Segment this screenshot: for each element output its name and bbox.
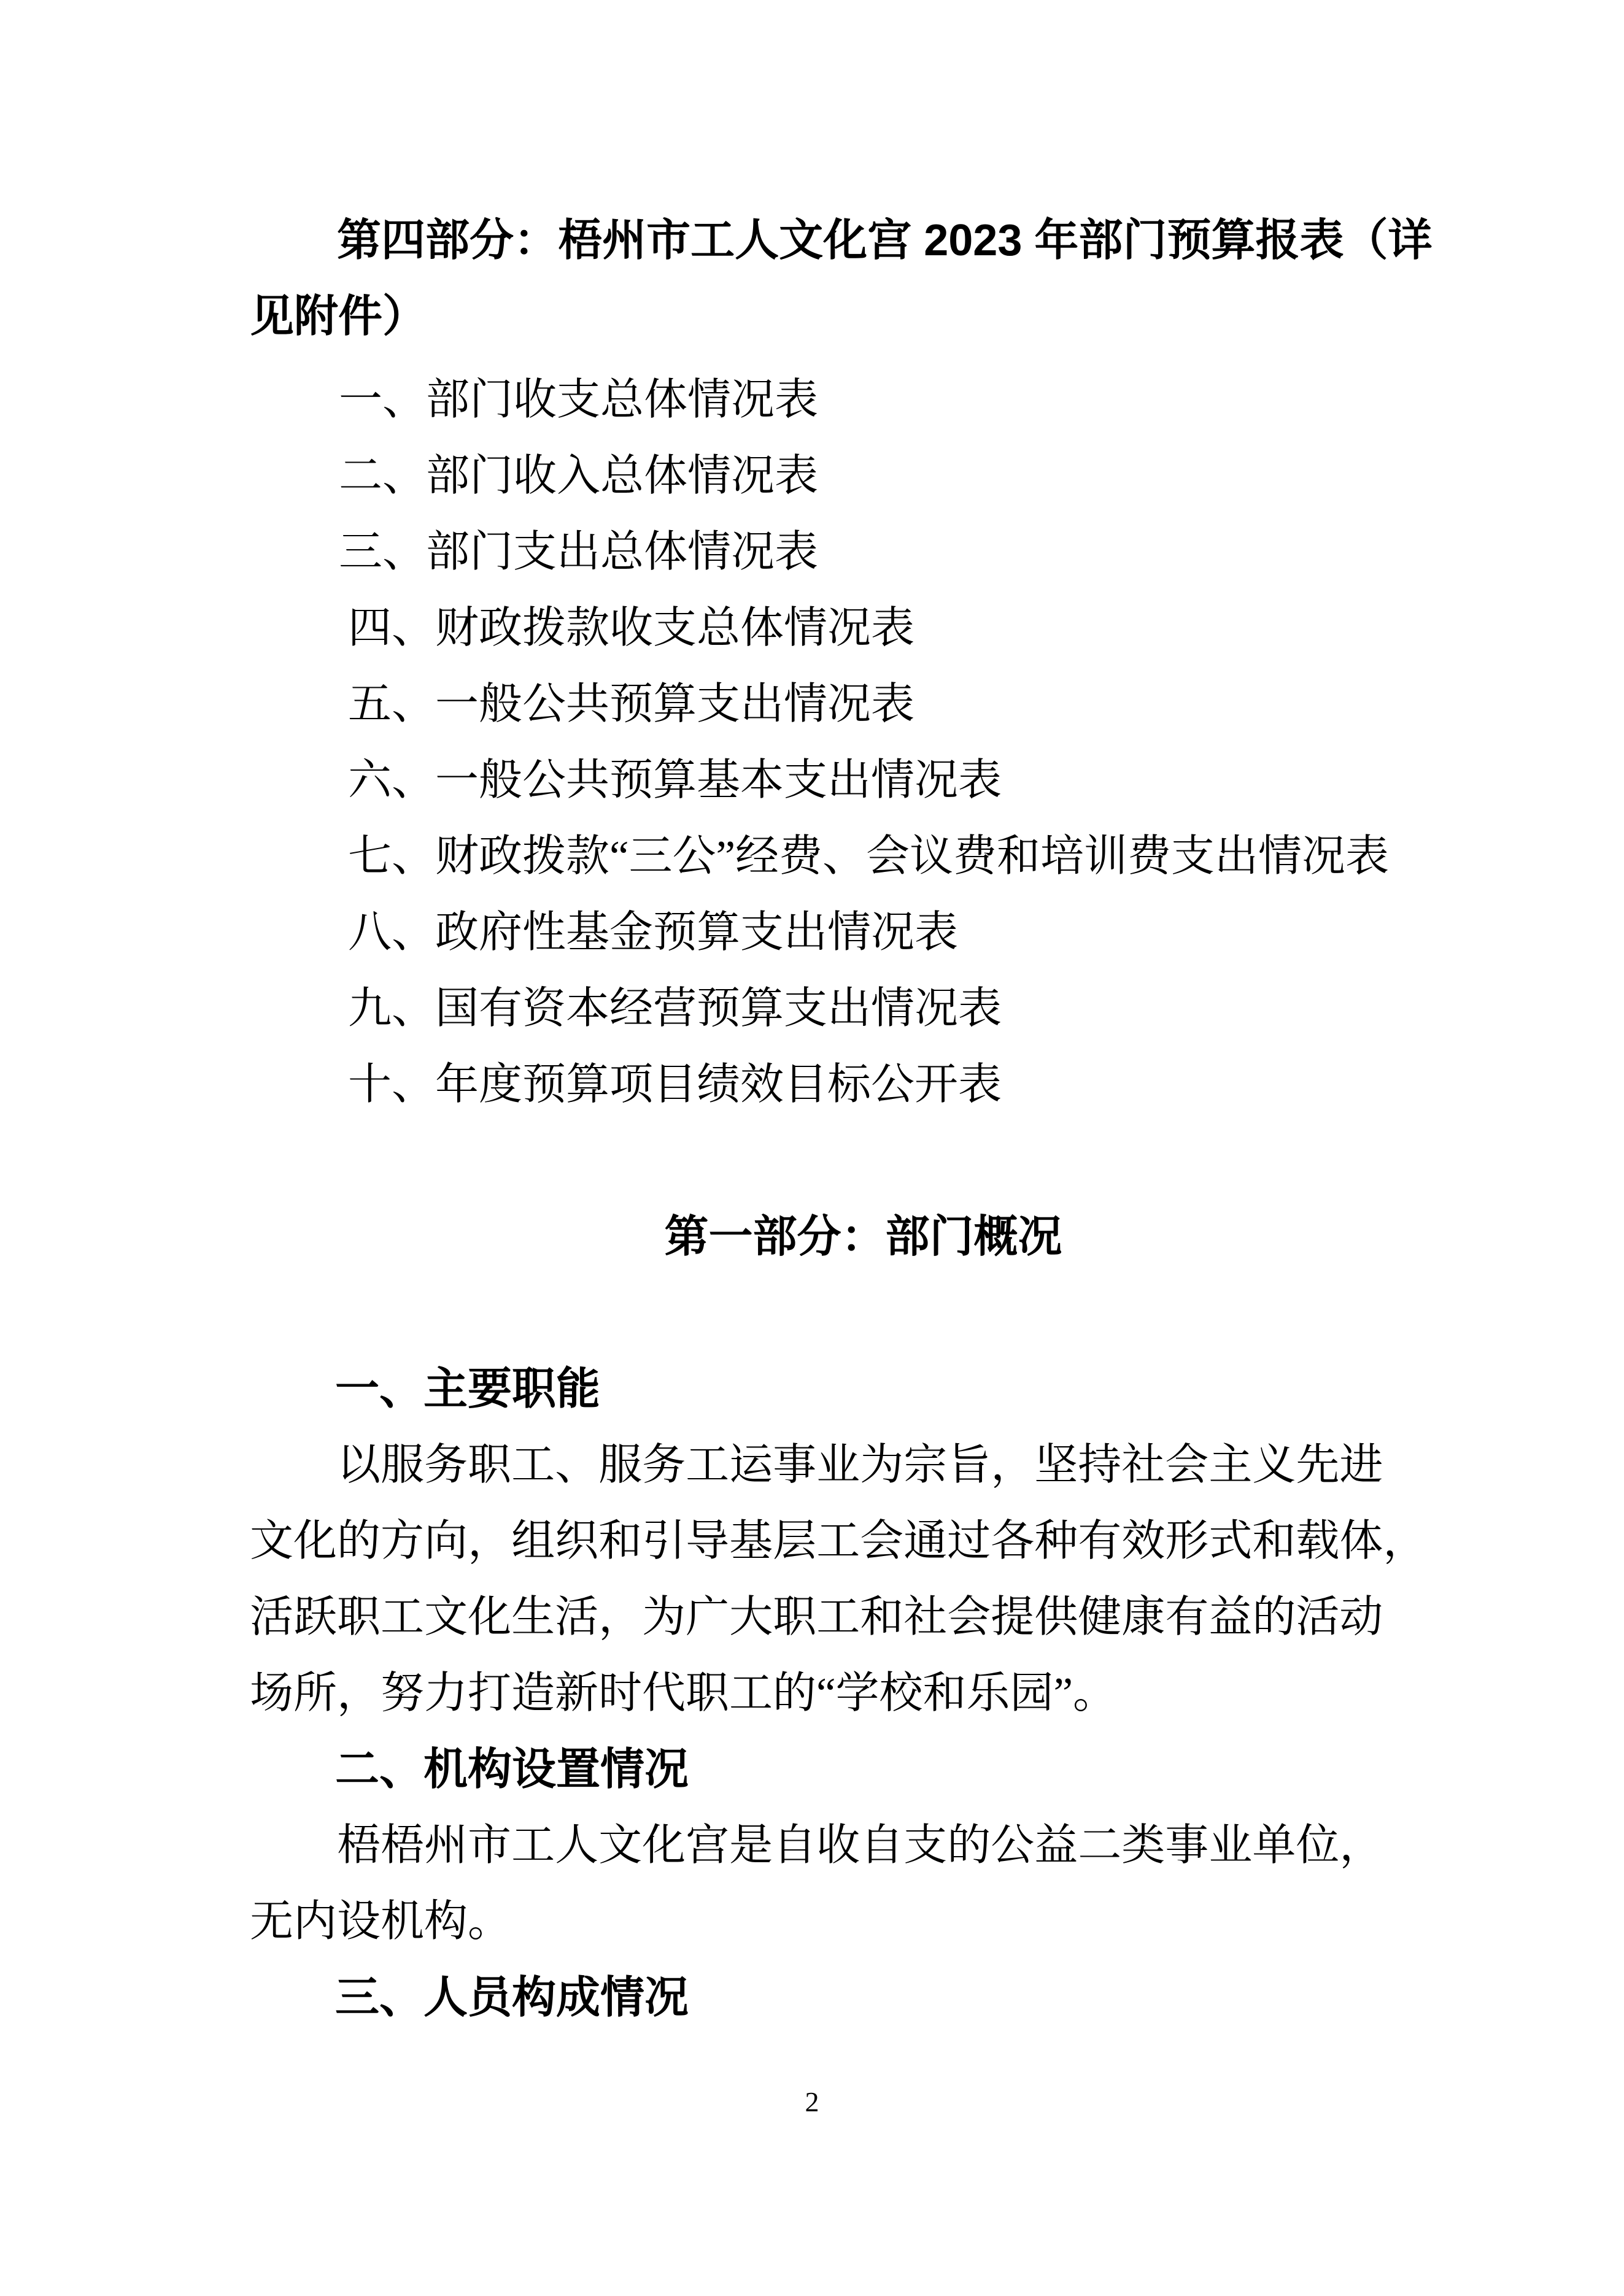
paragraph-line: 以 服 务 职 工 、 服 务 工 运 事 业 为 宗 旨 ， 坚 持 社 会 主 义 先 进 xyxy=(337,1441,1383,1489)
list-item: 一、部门收支总体情况表 xyxy=(339,376,819,424)
paragraph-line: 场所，努力打造新时代职工的“学校和乐园”。 xyxy=(250,1670,1117,1717)
list-item: 四、财政拨款收支总体情况表 xyxy=(348,604,915,652)
list-item: 三、部门支出总体情况表 xyxy=(339,528,819,576)
page-number: 2 xyxy=(805,2086,819,2117)
list-item: 十、年度预算项目绩效目标公开表 xyxy=(348,1061,1002,1109)
paragraph-line: 文 化 的 方 向 ， 组 织 和 引 导 基 层 工 会 通 过 各 种 有 效 形 式 和 载 体 ， xyxy=(250,1517,1427,1565)
part4-report-list xyxy=(250,362,1390,1123)
section2-paragraph xyxy=(250,1808,1383,1960)
part4-title-line2: 见附件） xyxy=(250,292,427,341)
list-item: 六、一般公共预算基本支出情况表 xyxy=(348,757,1002,804)
list-item: 九、国有资本经营预算支出情况表 xyxy=(348,985,1002,1033)
paragraph-line: 活 跃 职 工 文 化 生 活 ， 为 广 大 职 工 和 社 会 提 供 健 康 有 益 的 活 动 xyxy=(250,1593,1383,1641)
part1-heading: 第一部分：部门概况 xyxy=(664,1212,1062,1262)
list-item: 二、部门收入总体情况表 xyxy=(339,452,819,500)
paragraph-line: 无内设机构。 xyxy=(250,1898,512,1946)
section1-paragraph xyxy=(250,1427,1427,1732)
paragraph-line: 梧 梧 州 市 工 人 文 化 宫 是 自 收 自 支 的 公 益 二 类 事 业 单 位 ， xyxy=(337,1822,1383,1870)
section2-heading: 二、机构设置情况 xyxy=(335,1745,689,1794)
part4-title xyxy=(250,202,1433,355)
list-item: 八、政府性基金预算支出情况表 xyxy=(348,909,959,957)
list-item: 五、一般公共预算支出情况表 xyxy=(348,680,915,728)
list-item: 七、财政拨款“三公”经费、会议费和培训费支出情况表 xyxy=(348,833,1390,880)
section1-heading: 一、主要职能 xyxy=(335,1365,601,1414)
part4-title-line1: 第 四 部 分 ： 梧 州 市 工 人 文 化 宫 2023 年 部 门 预 算 报 表 （ 详 xyxy=(337,216,1433,265)
section3-heading: 三、人员构成情况 xyxy=(335,1973,689,2022)
